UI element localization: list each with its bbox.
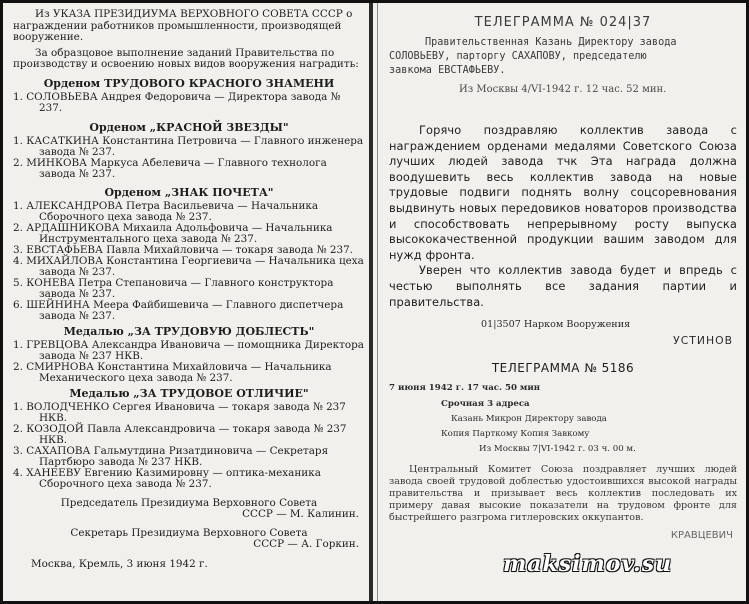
signature-name: СССР — А. Горкин.	[253, 538, 359, 550]
scanned-document	[3, 3, 746, 601]
award-section	[13, 77, 365, 114]
telegram-date: 7 июня 1942 г. 17 час. 50 мин	[389, 383, 541, 394]
signature-block	[13, 498, 365, 571]
decree-intro: Из УКАЗА ПРЕЗИДИУМА ВЕРХОВНОГО СОВЕТА СССР о награждении работников промышленности, производящей вооружение.	[13, 8, 353, 43]
signature-name: СССР — М. Калинин.	[242, 508, 359, 520]
telegram-address: Правительственная Казань Директору завода	[425, 37, 677, 48]
award-item: 2. КОЗОДОЙ Павла Александровича — токаря завода № 237 НКВ.	[13, 422, 347, 446]
award-item: 2. АРДАШНИКОВА Михаила Адольфовича — Начальника Инструментального цеха завода № 237.	[13, 221, 333, 245]
award-section	[13, 186, 365, 322]
telegram-line: Копия Парткому Копия Завкому	[441, 429, 590, 440]
telegram-page	[389, 7, 737, 597]
telegram-signature: КРАВЦЕВИЧ	[670, 530, 733, 542]
award-item: 1. ВОЛОДЧЕНКО Сергея Ивановича — токаря завода № 237 НКВ.	[13, 400, 346, 424]
award-item: 2. СМИРНОВА Константина Михайловича — Начальника Механического цеха завода № 237.	[13, 360, 332, 384]
telegram-line: Казань Микрон Директору завода	[451, 414, 607, 425]
signature-title: Секретарь Президиума Верховного Совета	[70, 526, 308, 539]
award-item: 3. САХАПОВА Гальмутдина Ризатдиновича — Секретаря Партбюро завода № 237 НКВ.	[13, 444, 329, 468]
telegram-signature: УСТИНОВ	[673, 334, 733, 348]
award-section	[13, 387, 365, 490]
award-section	[13, 121, 365, 180]
page-divider	[369, 3, 373, 601]
telegram-line: Срочная 3 адреса	[441, 399, 530, 410]
telegram-title: ТЕЛЕГРАММА № 5186	[491, 361, 635, 376]
award-item: 2. МИНКОВА Маркуса Абелевича — Главного технолога завода № 237.	[13, 156, 327, 180]
telegram-body: Уверен что коллектив завода будет и впредь с честью выполнять все задания партии и правительства.	[389, 263, 737, 309]
telegram-body: Центральный Комитет Союза поздравляет лучших людей завода своей трудовой доблестью удостоившихся высокой награды правительства и призывает весь коллектив последовать их примеру давая высокие показатели на трудовом фронте для быстрейшего разгрома гитлеровских оккупантов.	[389, 464, 737, 524]
award-heading: Орденом ТРУДОВОГО КРАСНОГО ЗНАМЕНИ	[43, 76, 335, 90]
signature-title: Председатель Президиума Верховного Совета	[60, 496, 318, 509]
telegram-code: 01|3507 Нарком Вооружения	[481, 319, 631, 331]
award-section	[13, 325, 365, 384]
telegram-body: Горячо поздравляю коллектив завода с награждением орденами медалями Советского Союза лучших людей завода тчк Эта награда должна воодушевить весь коллектив завода на новые трудовые подвиги поднять волну соцсоревнования выдвинуть новых передовиков новаторов производства и способствовать непрерывному росту выпуска высококачественной продукции вашим заводом для нужд фронта.	[389, 123, 737, 262]
award-heading: Медалью „ЗА ТРУДОВУЮ ДОБЛЕСТЬ"	[63, 324, 315, 338]
telegram-title: ТЕЛЕГРАММА № 024|37	[474, 15, 652, 30]
decree-page	[13, 9, 365, 597]
telegram-line: Из Москвы 7|VI-1942 г. 03 ч. 00 м.	[479, 444, 636, 455]
telegram-origin: Из Москвы 4/VI-1942 г. 12 час. 52 мин.	[459, 84, 667, 95]
award-heading: Орденом „КРАСНОЙ ЗВЕЗДЫ"	[89, 120, 289, 134]
telegram-address: СОЛОВЬЕВУ, парторгу САХАПОВУ, председателю	[389, 51, 647, 62]
decree-preamble: За образцовое выполнение заданий Правительства по производству и освоению новых видов вооружения наградить:	[13, 46, 359, 70]
telegram-address: завкома ЕВСТАФЬЕВУ.	[389, 65, 506, 76]
award-item: 1. ГРЕВЦОВА Александра Ивановича — помощника Директора завода № 237 НКВ.	[13, 338, 364, 362]
page-divider-edge	[377, 3, 378, 601]
award-heading: Медалью „ЗА ТРУДОВОЕ ОТЛИЧИЕ"	[69, 386, 309, 400]
award-item: 5. КОНЕВА Петра Степановича — Главного конструктора завода № 237.	[13, 276, 334, 300]
site-watermark: maksimov.su	[503, 551, 673, 577]
award-item: 6. ШЕЙНИНА Меера Файбишевича — Главного диспетчера завода № 237.	[13, 298, 344, 322]
award-item: 4. МИХАЙЛОВА Константина Георгиевича — Начальника цеха завода № 237.	[13, 254, 364, 278]
award-item: 3. ЕВСТАФЬЕВА Павла Михайловича — токаря завода № 237.	[13, 243, 353, 256]
place-and-date: Москва, Кремль, 3 июня 1942 г.	[31, 557, 208, 570]
award-item: 1. АЛЕКСАНДРОВА Петра Васильевича — Начальника Сборочного цеха завода № 237.	[13, 199, 319, 223]
award-heading: Орденом „ЗНАК ПОЧЕТА"	[104, 185, 274, 199]
award-item: 1. СОЛОВЬЕВА Андрея Федоровича — Директора завода № 237.	[13, 90, 341, 114]
award-item: 1. КАСАТКИНА Константина Петровича — Главного инженера завода № 237.	[13, 134, 364, 158]
award-item: 4. ХАНЕЕВУ Евгению Казимировну — оптика-механика Сборочного цеха завода № 237.	[13, 466, 321, 490]
